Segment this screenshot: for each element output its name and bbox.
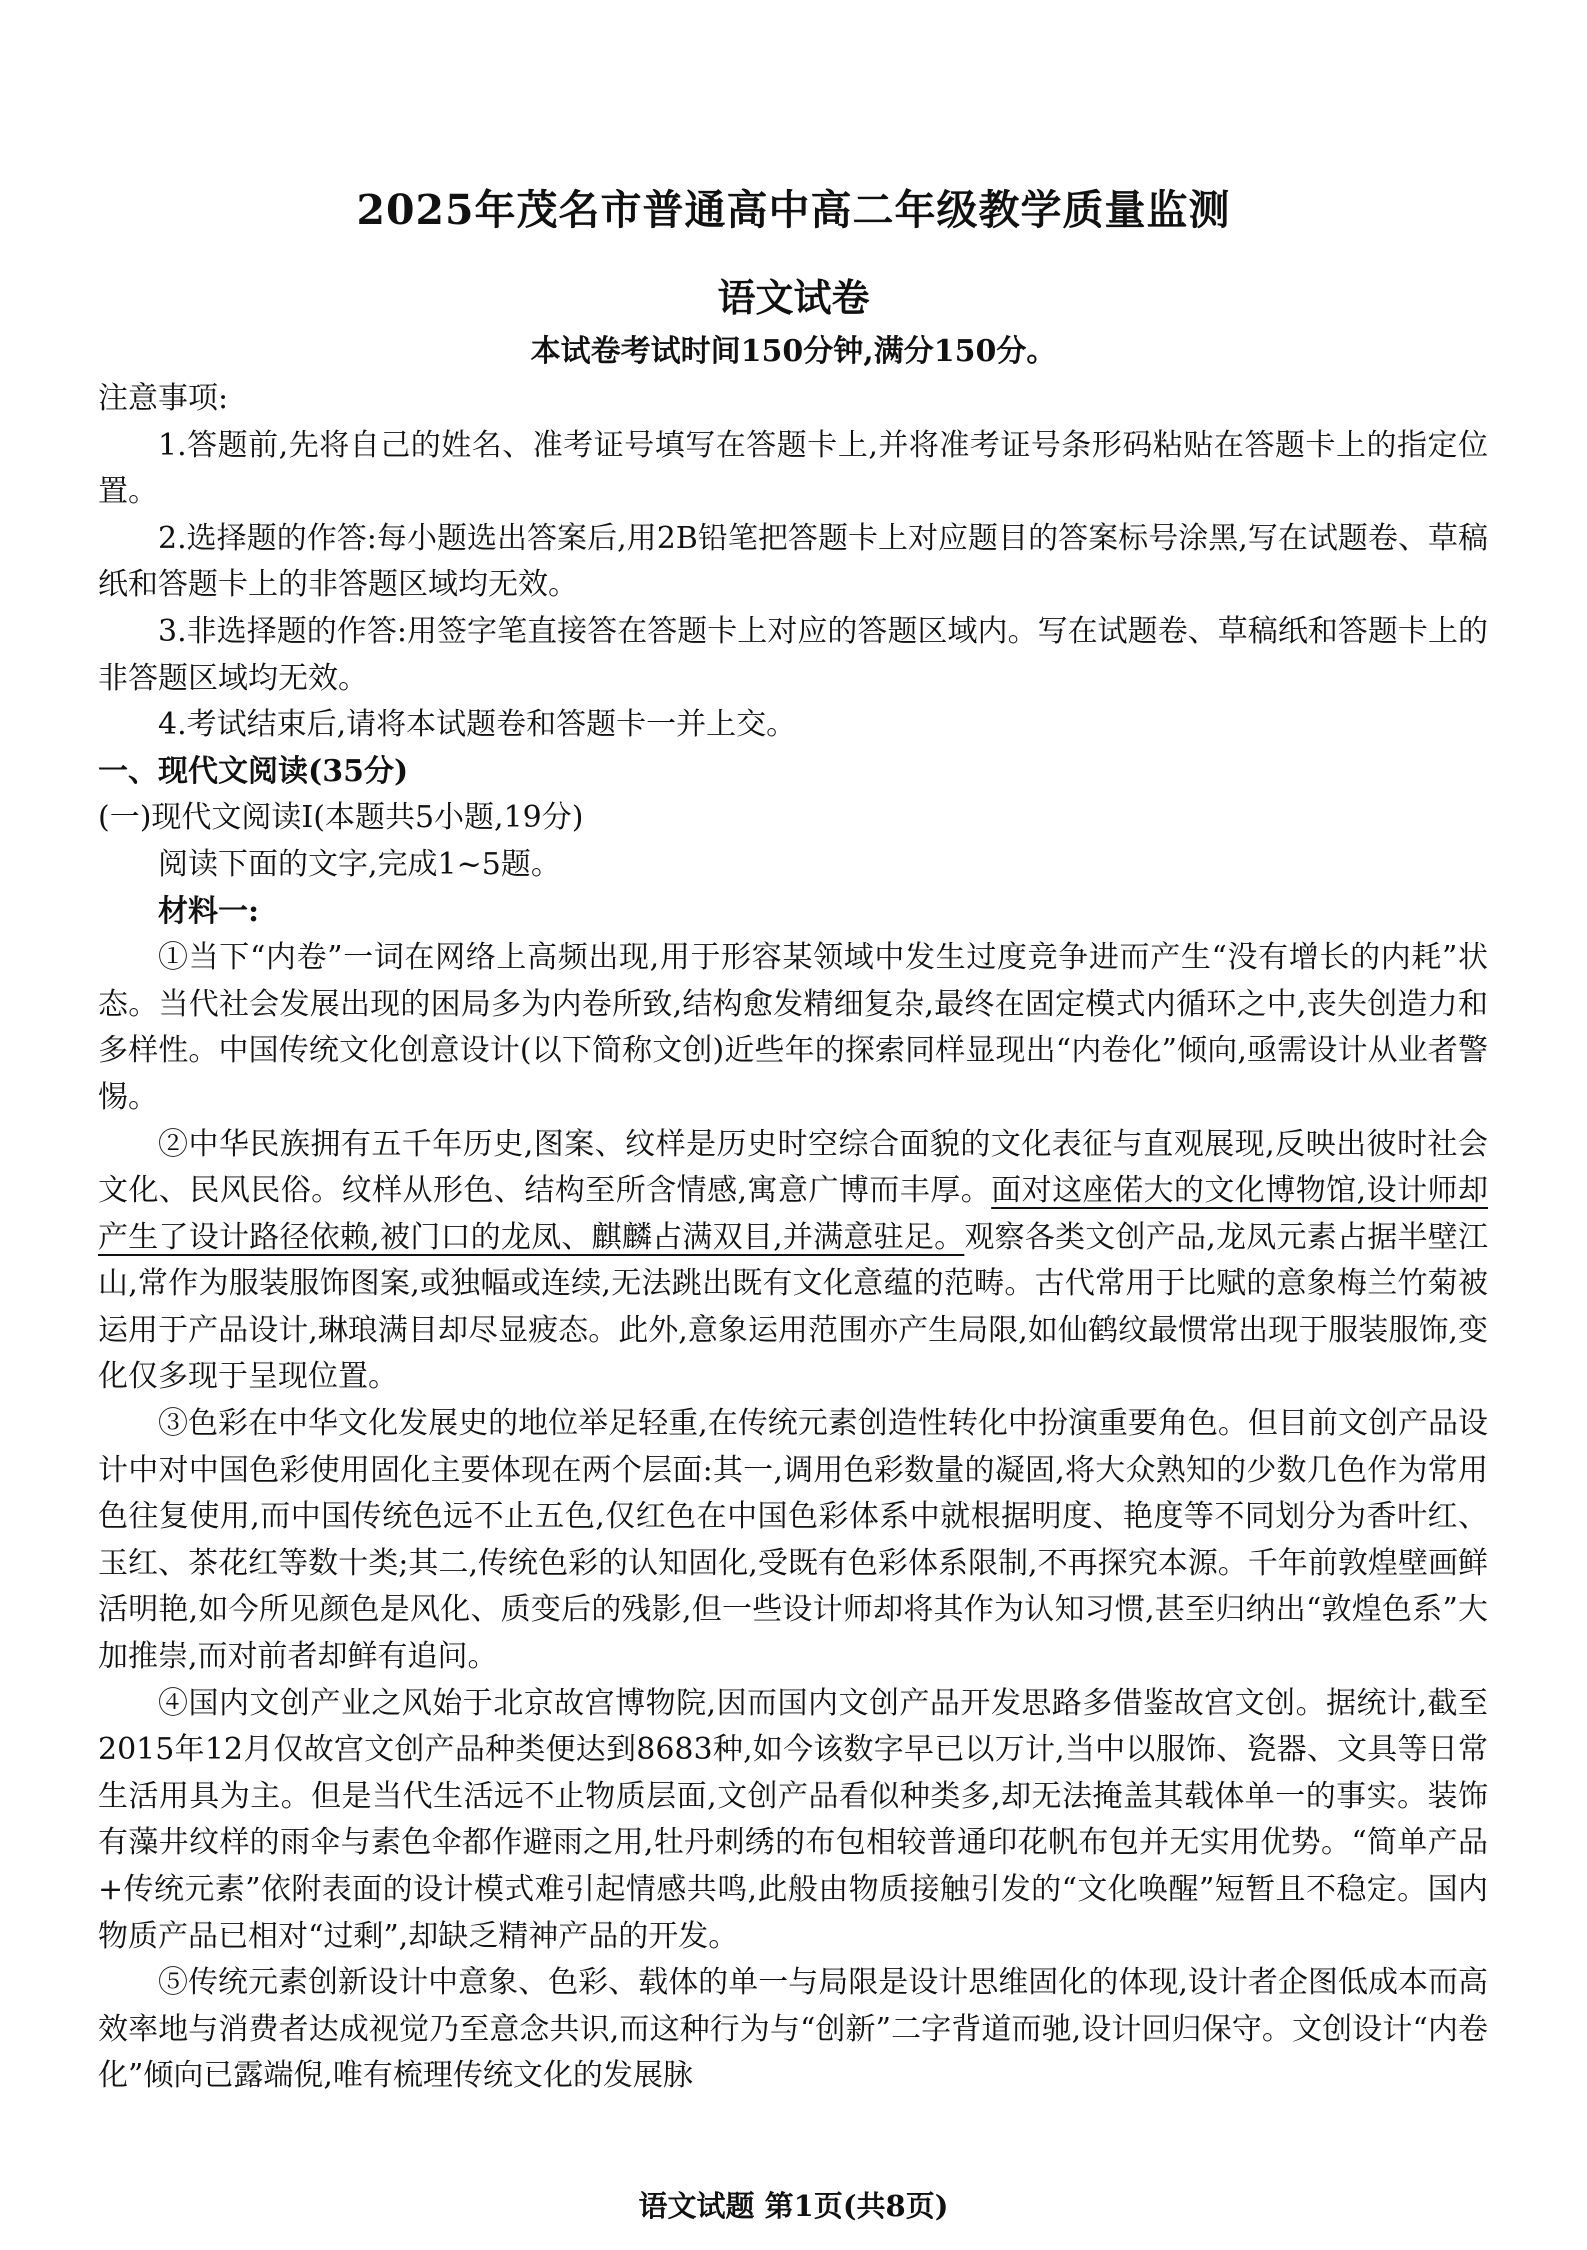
paragraph-2-text-a: ②中华民族拥有五千年历史,图案、纹样是历史时空综合面貌的文化表征与直观展现,反映出彼时社会文化、民风民俗。纹样从形色、结构至所含情感,寓意广博而丰厚。 xyxy=(98,1126,1488,1209)
paragraph-4: ④国内文创产业之风始于北京故宫博物院,因而国内文创产品开发思路多借鉴故宫文创。据统计,截至2015年12月仅故宫文创产品种类便达到8683种,如今该数字早已以万计,当中以服饰、瓷器、文具等日常生活用具为主。但是当代生活远不止物质层面,文创产品看似种类多,却无法掩盖其载体单一的事实。装饰有藻井纹样的雨伞与素色伞都作避雨之用,牡丹刺绣的布包相较普通印花帆布包并无实用优势。“简单产品+传统元素”依附表面的设计模式难引起情感共鸣,此般由物质接触引发的“文化唤醒”短暂且不稳定。国内物质产品已相对“过剩”,却缺乏精神产品的开发。 xyxy=(98,1685,1488,1954)
section-heading: 一、现代文阅读(35分) xyxy=(98,753,409,789)
paragraph-2-text-b: 观察各类文创产品,龙凤元素占据半壁江山,常作为服装服饰图案,或独幅或连续,无法跳出既有文化意蕴的范畴。古代常用于比赋的意象梅兰竹菊被运用于产品设计,琳琅满目却尽显疲态。此外,意象运用范围亦产生局限,如仙鹤纹最惯常出现于服装服饰,变化仅多现于呈现位置。 xyxy=(98,1219,1488,1395)
underlined-sentence: 面对这座偌大的文化博物馆,设计师却产生了设计路径依赖,被门口的龙凤、麒麟占满双目,并满意驻足。 xyxy=(98,1173,1488,1255)
exam-body xyxy=(98,376,1488,2100)
notice-item-3: 3.非选择题的作答:用签字笔直接答在答题卡上对应的答题区域内。写在试题卷、草稿纸和答题卡上的非答题区域均无效。 xyxy=(98,613,1488,696)
paragraph-2 xyxy=(98,1122,1488,1402)
paragraph-1: ①当下“内卷”一词在网络上高频出现,用于形容某领域中发生过度竞争进而产生“没有增长的内耗”状态。当代社会发展出现的困局多为内卷所致,结构愈发精细复杂,最终在固定模式内循环之中,丧失创造力和多样性。中国传统文化创意设计(以下简称文创)近些年的探索同样显现出“内卷化”倾向,亟需设计从业者警惕。 xyxy=(98,940,1488,1115)
exam-info: 本试卷考试时间150分钟,满分150分。 xyxy=(530,334,1057,369)
paragraph-3: ③色彩在中华文化发展史的地位举足轻重,在传统元素创造性转化中扮演重要角色。但目前文创产品设计中对中国色彩使用固化主要体现在两个层面:其一,调用色彩数量的凝固,将大众熟知的少数几色作为常用色往复使用,而中国传统色远不止五色,仅红色在中国色彩体系中就根据明度、艳度等不同划分为香叶红、玉红、茶花红等数十类;其二,传统色彩的认知固化,受既有色彩体系限制,不再探究本源。千年前敦煌壁画鲜活明艳,如今所见颜色是风化、质变后的残影,但一些设计师却将其作为认知习惯,甚至归纳出“敦煌色系”大加推崇,而对前者却鲜有追问。 xyxy=(98,1406,1488,1675)
paragraph-5: ⑤传统元素创新设计中意象、色彩、载体的单一与局限是设计思维固化的体现,设计者企图低成本而高效率地与消费者达成视觉乃至意念共识,而这种行为与“创新”二字背道而驰,设计回归保守。文创设计“内卷化”倾向已露端倪,唯有梳理传统文化的发展脉 xyxy=(98,1965,1488,2094)
subject-title: 语文试卷 xyxy=(717,275,870,320)
material-label: 材料一: xyxy=(158,893,260,929)
page-footer: 语文试题 第1页(共8页) xyxy=(638,2189,949,2223)
page-title: 2025年茂名市普通高中高二年级教学质量监测 xyxy=(356,186,1231,234)
notice-item-4: 4.考试结束后,请将本试题卷和答题卡一并上交。 xyxy=(158,707,797,743)
notice-heading: 注意事项: xyxy=(98,381,229,416)
section-subheading: (一)现代文阅读Ⅰ(本题共5小题,19分) xyxy=(98,800,584,836)
reading-instruction: 阅读下面的文字,完成1~5题。 xyxy=(158,846,561,882)
notice-item-2: 2.选择题的作答:每小题选出答案后,用2B铅笔把答题卡上对应题目的答案标号涂黑,写在试题卷、草稿纸和答题卡上的非答题区域均无效。 xyxy=(98,520,1488,603)
notice-item-1: 1.答题前,先将自己的姓名、准考证号填写在答题卡上,并将准考证号条形码粘贴在答题卡上的指定位置。 xyxy=(98,427,1488,510)
